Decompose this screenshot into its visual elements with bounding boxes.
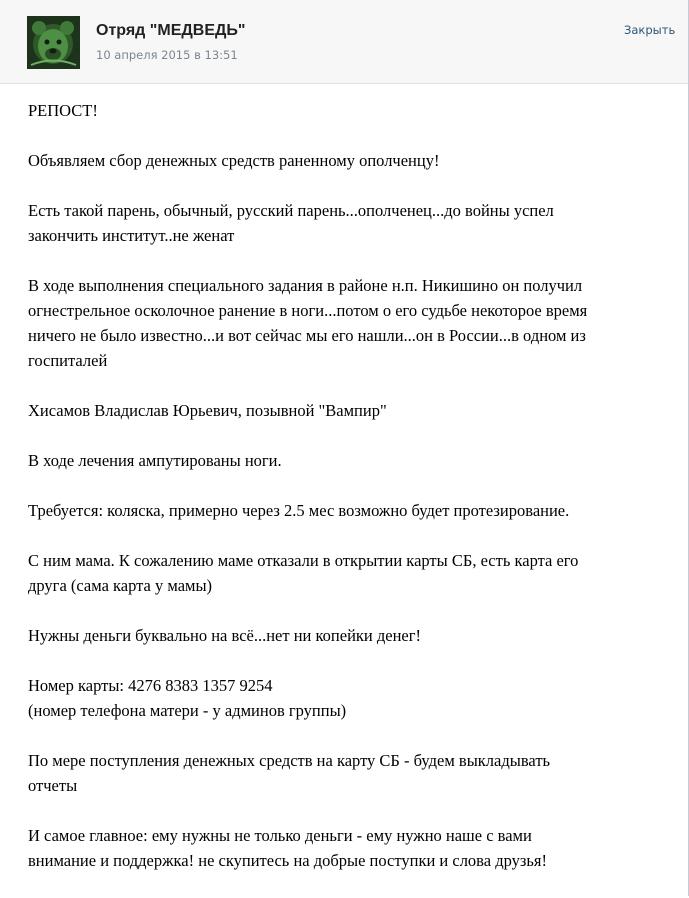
post-text-line: Требуется: коляска, примерно через 2.5 мес возможно будет протезирование.: [28, 501, 570, 520]
post-paragraph: [28, 198, 678, 248]
post-paragraph: [28, 498, 678, 523]
post-text-line: внимание и поддержка! не скупитесь на добрые поступки и слова друзья!: [28, 851, 548, 870]
post-paragraph: [28, 623, 678, 648]
post-text-line: РЕПОСТ!: [28, 101, 98, 120]
post-header: [0, 0, 688, 84]
post-text-line: друга (сама карта у мамы): [28, 576, 213, 595]
post-text-line: ничего не было известно...и вот сейчас мы его нашли...он в России...в одном из: [28, 326, 586, 345]
post-date[interactable]: 10 апреля 2015 в 13:51: [96, 48, 238, 62]
post-text-line: По мере поступления денежных средств на карту СБ - будем выкладывать: [28, 751, 551, 770]
post-text-line: Хисамов Владислав Юрьевич, позывной "Вампир": [28, 401, 387, 420]
post-text-line: огнестрельное осколочное ранение в ноги...потом о его судьбе некоторое время: [28, 301, 588, 320]
post-text-line: Есть такой парень, обычный, русский парень...ополченец...до войны успел: [28, 201, 554, 220]
post-text-line: госпиталей: [28, 351, 108, 370]
post-text: [28, 98, 678, 898]
post-paragraph: [28, 548, 678, 598]
post-paragraph: [28, 823, 678, 873]
post-text-line: (номер телефона матери - у админов группы): [28, 701, 347, 720]
bear-avatar-icon: [27, 16, 80, 69]
post-paragraph: [28, 398, 678, 423]
post-text-line: закончить институт..не женат: [28, 226, 235, 245]
group-avatar[interactable]: [27, 16, 80, 69]
post-text-line: Объявляем сбор денежных средств раненному ополченцу!: [28, 151, 440, 170]
post-text-line: И самое главное: ему нужны не только деньги - ему нужно наше с вами: [28, 826, 532, 845]
post-text-line: Нужны деньги буквально на всё...нет ни копейки денег!: [28, 626, 422, 645]
close-button[interactable]: Закрыть: [624, 23, 676, 37]
post-paragraph: [28, 273, 678, 373]
post-text-line: В ходе лечения ампутированы ноги.: [28, 451, 282, 470]
post-paragraph: [28, 748, 678, 798]
group-name[interactable]: Отряд "МЕДВЕДЬ": [96, 22, 246, 39]
post-paragraph: [28, 148, 678, 173]
post-text-line: отчеты: [28, 776, 78, 795]
post-paragraph: [28, 673, 678, 723]
post-text-line: С ним мама. К сожалению маме отказали в открытии карты СБ, есть карта его: [28, 551, 579, 570]
post-paragraph: [28, 98, 678, 123]
post-text-line: В ходе выполнения специального задания в районе н.п. Никишино он получил: [28, 276, 583, 295]
post-text-line: Номер карты: 4276 8383 1357 9254: [28, 676, 273, 695]
post-paragraph: [28, 448, 678, 473]
